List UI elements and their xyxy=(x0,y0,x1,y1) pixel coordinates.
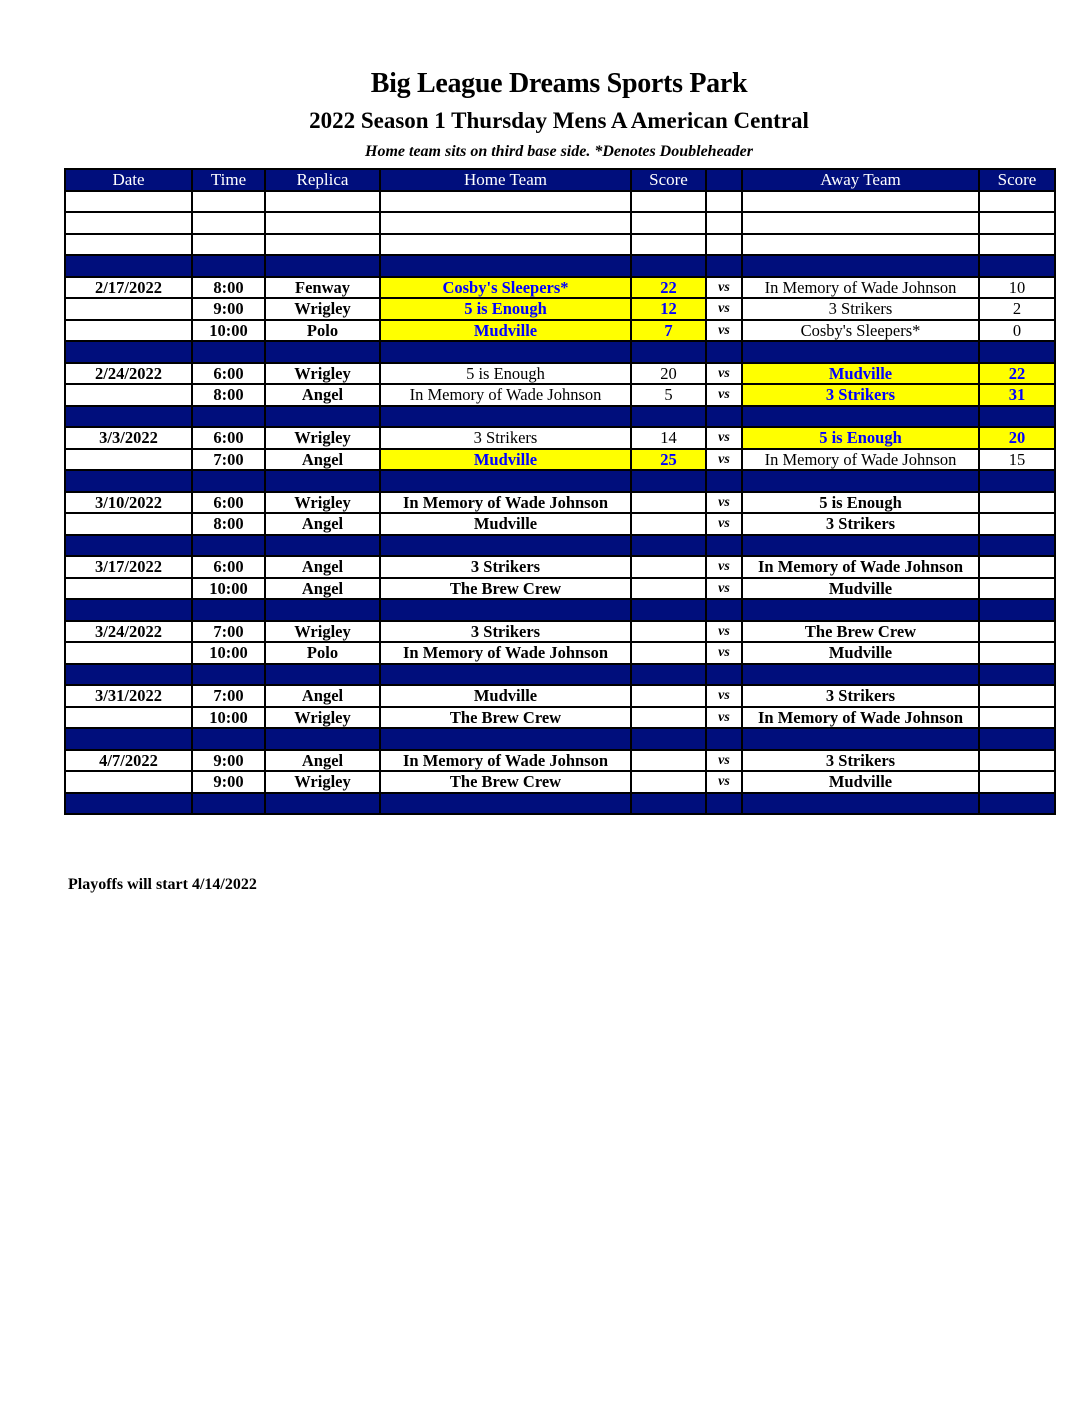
home-team-cell xyxy=(380,470,631,492)
home-team-cell: Cosby's Sleepers* xyxy=(380,277,631,299)
away-team-cell xyxy=(742,599,979,621)
away-team-cell xyxy=(742,664,979,686)
game-row xyxy=(65,556,1055,578)
vs-cell: vs xyxy=(706,578,742,600)
home-score-cell xyxy=(631,341,706,363)
away-team-cell xyxy=(742,406,979,428)
separator-row xyxy=(65,341,1055,363)
away-team-cell: 3 Strikers xyxy=(742,384,979,406)
replica-cell xyxy=(265,535,380,557)
time-cell: 7:00 xyxy=(192,621,265,643)
time-cell: 7:00 xyxy=(192,449,265,471)
home-score-cell xyxy=(631,234,706,256)
separator-row xyxy=(65,470,1055,492)
home-team-cell xyxy=(380,664,631,686)
col-header-away-score: Score xyxy=(979,169,1055,191)
home-score-cell xyxy=(631,685,706,707)
date-cell xyxy=(65,707,192,729)
separator-row xyxy=(65,793,1055,815)
time-cell: 10:00 xyxy=(192,320,265,342)
home-score-cell: 12 xyxy=(631,298,706,320)
home-score-cell xyxy=(631,255,706,277)
home-score-cell: 14 xyxy=(631,427,706,449)
game-row xyxy=(65,707,1055,729)
home-team-cell xyxy=(380,728,631,750)
date-cell: 4/7/2022 xyxy=(65,750,192,772)
away-team-cell xyxy=(742,793,979,815)
replica-cell: Wrigley xyxy=(265,427,380,449)
time-cell xyxy=(192,406,265,428)
vs-cell: vs xyxy=(706,449,742,471)
col-header-time: Time xyxy=(192,169,265,191)
separator-row xyxy=(65,535,1055,557)
replica-cell xyxy=(265,599,380,621)
away-score-cell xyxy=(979,728,1055,750)
date-cell xyxy=(65,298,192,320)
game-row xyxy=(65,771,1055,793)
date-cell xyxy=(65,771,192,793)
separator-row xyxy=(65,406,1055,428)
away-team-cell xyxy=(742,470,979,492)
away-score-cell xyxy=(979,255,1055,277)
away-score-cell xyxy=(979,621,1055,643)
home-score-cell xyxy=(631,728,706,750)
date-cell xyxy=(65,599,192,621)
away-score-cell xyxy=(979,191,1055,213)
vs-cell xyxy=(706,234,742,256)
replica-cell: Fenway xyxy=(265,277,380,299)
replica-cell: Angel xyxy=(265,556,380,578)
home-score-cell xyxy=(631,578,706,600)
time-cell xyxy=(192,341,265,363)
vs-cell: vs xyxy=(706,427,742,449)
time-cell: 10:00 xyxy=(192,707,265,729)
replica-cell: Angel xyxy=(265,449,380,471)
home-score-cell xyxy=(631,406,706,428)
away-team-cell xyxy=(742,191,979,213)
separator-row xyxy=(65,728,1055,750)
date-cell xyxy=(65,513,192,535)
game-row xyxy=(65,492,1055,514)
home-score-cell xyxy=(631,513,706,535)
col-header-vs xyxy=(706,169,742,191)
date-cell xyxy=(65,578,192,600)
away-score-cell xyxy=(979,707,1055,729)
home-score-cell xyxy=(631,771,706,793)
replica-cell xyxy=(265,234,380,256)
date-cell xyxy=(65,320,192,342)
home-score-cell: 20 xyxy=(631,363,706,385)
away-team-cell: In Memory of Wade Johnson xyxy=(742,707,979,729)
home-team-cell xyxy=(380,793,631,815)
replica-cell: Angel xyxy=(265,578,380,600)
time-cell: 7:00 xyxy=(192,685,265,707)
date-cell xyxy=(65,384,192,406)
vs-cell xyxy=(706,599,742,621)
home-team-cell xyxy=(380,406,631,428)
date-cell xyxy=(65,449,192,471)
away-score-cell xyxy=(979,492,1055,514)
date-cell: 2/17/2022 xyxy=(65,277,192,299)
time-cell xyxy=(192,234,265,256)
home-team-cell: Mudville xyxy=(380,513,631,535)
away-score-cell: 31 xyxy=(979,384,1055,406)
time-cell: 10:00 xyxy=(192,642,265,664)
away-score-cell xyxy=(979,234,1055,256)
date-cell xyxy=(65,406,192,428)
time-cell: 9:00 xyxy=(192,771,265,793)
away-score-cell xyxy=(979,556,1055,578)
home-score-cell xyxy=(631,793,706,815)
vs-cell: vs xyxy=(706,642,742,664)
blank-row xyxy=(65,191,1055,213)
home-score-cell: 22 xyxy=(631,277,706,299)
away-score-cell: 20 xyxy=(979,427,1055,449)
date-cell xyxy=(65,470,192,492)
schedule-body xyxy=(65,191,1055,815)
col-header-date: Date xyxy=(65,169,192,191)
home-score-cell xyxy=(631,750,706,772)
away-score-cell xyxy=(979,664,1055,686)
time-cell xyxy=(192,793,265,815)
game-row xyxy=(65,513,1055,535)
vs-cell: vs xyxy=(706,621,742,643)
replica-cell xyxy=(265,406,380,428)
away-team-cell xyxy=(742,341,979,363)
replica-cell xyxy=(265,341,380,363)
vs-cell: vs xyxy=(706,277,742,299)
away-score-cell: 2 xyxy=(979,298,1055,320)
away-score-cell xyxy=(979,212,1055,234)
away-team-cell: Cosby's Sleepers* xyxy=(742,320,979,342)
replica-cell xyxy=(265,191,380,213)
replica-cell xyxy=(265,470,380,492)
game-row xyxy=(65,621,1055,643)
date-cell xyxy=(65,728,192,750)
away-team-cell: 5 is Enough xyxy=(742,427,979,449)
separator-row xyxy=(65,255,1055,277)
replica-cell: Polo xyxy=(265,320,380,342)
home-team-cell: In Memory of Wade Johnson xyxy=(380,750,631,772)
home-score-cell xyxy=(631,599,706,621)
vs-cell xyxy=(706,341,742,363)
vs-cell: vs xyxy=(706,298,742,320)
game-row xyxy=(65,277,1055,299)
playoffs-note: Playoffs will start 4/14/2022 xyxy=(68,876,257,893)
game-row xyxy=(65,578,1055,600)
separator-row xyxy=(65,664,1055,686)
away-team-cell: The Brew Crew xyxy=(742,621,979,643)
col-header-replica: Replica xyxy=(265,169,380,191)
home-team-cell: Mudville xyxy=(380,449,631,471)
away-team-cell: In Memory of Wade Johnson xyxy=(742,449,979,471)
time-cell xyxy=(192,470,265,492)
time-cell: 10:00 xyxy=(192,578,265,600)
vs-cell: vs xyxy=(706,556,742,578)
home-team-cell: 5 is Enough xyxy=(380,298,631,320)
replica-cell xyxy=(265,728,380,750)
separator-row xyxy=(65,599,1055,621)
away-score-cell xyxy=(979,793,1055,815)
date-cell xyxy=(65,535,192,557)
away-score-cell: 0 xyxy=(979,320,1055,342)
away-score-cell xyxy=(979,535,1055,557)
home-team-cell: 3 Strikers xyxy=(380,621,631,643)
time-cell xyxy=(192,191,265,213)
home-score-cell xyxy=(631,621,706,643)
home-team-cell: 5 is Enough xyxy=(380,363,631,385)
game-row xyxy=(65,642,1055,664)
replica-cell: Angel xyxy=(265,685,380,707)
time-cell: 6:00 xyxy=(192,556,265,578)
home-team-cell: In Memory of Wade Johnson xyxy=(380,492,631,514)
away-team-cell: In Memory of Wade Johnson xyxy=(742,556,979,578)
away-team-cell xyxy=(742,212,979,234)
home-team-cell: In Memory of Wade Johnson xyxy=(380,384,631,406)
blank-row xyxy=(65,234,1055,256)
date-cell xyxy=(65,255,192,277)
vs-cell: vs xyxy=(706,707,742,729)
date-cell xyxy=(65,341,192,363)
game-row xyxy=(65,427,1055,449)
vs-cell xyxy=(706,470,742,492)
header-row xyxy=(65,169,1055,191)
time-cell xyxy=(192,728,265,750)
vs-cell: vs xyxy=(706,750,742,772)
date-cell xyxy=(65,212,192,234)
vs-cell xyxy=(706,664,742,686)
vs-cell xyxy=(706,535,742,557)
replica-cell: Wrigley xyxy=(265,363,380,385)
time-cell: 8:00 xyxy=(192,513,265,535)
vs-cell xyxy=(706,793,742,815)
game-row xyxy=(65,750,1055,772)
date-cell: 2/24/2022 xyxy=(65,363,192,385)
time-cell: 8:00 xyxy=(192,384,265,406)
away-score-cell: 15 xyxy=(979,449,1055,471)
home-score-cell xyxy=(631,664,706,686)
date-cell: 3/3/2022 xyxy=(65,427,192,449)
home-team-cell: In Memory of Wade Johnson xyxy=(380,642,631,664)
date-cell: 3/24/2022 xyxy=(65,621,192,643)
away-score-cell: 10 xyxy=(979,277,1055,299)
schedule-note: Home team sits on third base side. *Denotes Doubleheader xyxy=(365,143,753,160)
replica-cell: Wrigley xyxy=(265,492,380,514)
time-cell xyxy=(192,535,265,557)
home-team-cell xyxy=(380,341,631,363)
replica-cell xyxy=(265,255,380,277)
home-team-cell xyxy=(380,599,631,621)
date-cell: 3/31/2022 xyxy=(65,685,192,707)
away-score-cell xyxy=(979,750,1055,772)
home-score-cell xyxy=(631,470,706,492)
vs-cell xyxy=(706,191,742,213)
time-cell: 6:00 xyxy=(192,363,265,385)
away-team-cell: 3 Strikers xyxy=(742,298,979,320)
away-team-cell: In Memory of Wade Johnson xyxy=(742,277,979,299)
away-score-cell: 22 xyxy=(979,363,1055,385)
away-score-cell xyxy=(979,470,1055,492)
home-score-cell: 7 xyxy=(631,320,706,342)
away-team-cell: Mudville xyxy=(742,363,979,385)
replica-cell: Wrigley xyxy=(265,298,380,320)
home-score-cell: 25 xyxy=(631,449,706,471)
time-cell xyxy=(192,664,265,686)
game-row xyxy=(65,320,1055,342)
away-score-cell xyxy=(979,513,1055,535)
home-score-cell xyxy=(631,191,706,213)
blank-row xyxy=(65,212,1055,234)
away-score-cell xyxy=(979,341,1055,363)
away-score-cell xyxy=(979,406,1055,428)
vs-cell: vs xyxy=(706,513,742,535)
vs-cell: vs xyxy=(706,320,742,342)
home-team-cell xyxy=(380,234,631,256)
page-title: Big League Dreams Sports Park xyxy=(370,68,748,99)
schedule-table xyxy=(64,168,1056,815)
away-team-cell xyxy=(742,535,979,557)
away-team-cell xyxy=(742,234,979,256)
home-team-cell: 3 Strikers xyxy=(380,427,631,449)
vs-cell xyxy=(706,406,742,428)
time-cell: 6:00 xyxy=(192,427,265,449)
away-score-cell xyxy=(979,578,1055,600)
away-score-cell xyxy=(979,642,1055,664)
replica-cell: Angel xyxy=(265,384,380,406)
date-cell xyxy=(65,664,192,686)
col-header-away-team: Away Team xyxy=(742,169,979,191)
time-cell xyxy=(192,599,265,621)
time-cell: 6:00 xyxy=(192,492,265,514)
home-score-cell xyxy=(631,535,706,557)
time-cell: 9:00 xyxy=(192,750,265,772)
away-team-cell: Mudville xyxy=(742,578,979,600)
vs-cell: vs xyxy=(706,363,742,385)
away-team-cell: 5 is Enough xyxy=(742,492,979,514)
away-score-cell xyxy=(979,599,1055,621)
home-team-cell: Mudville xyxy=(380,320,631,342)
vs-cell: vs xyxy=(706,685,742,707)
vs-cell: vs xyxy=(706,771,742,793)
home-score-cell: 5 xyxy=(631,384,706,406)
replica-cell: Angel xyxy=(265,513,380,535)
away-team-cell xyxy=(742,728,979,750)
vs-cell xyxy=(706,255,742,277)
home-team-cell: The Brew Crew xyxy=(380,578,631,600)
date-cell: 3/10/2022 xyxy=(65,492,192,514)
replica-cell xyxy=(265,664,380,686)
date-cell: 3/17/2022 xyxy=(65,556,192,578)
replica-cell xyxy=(265,212,380,234)
replica-cell: Angel xyxy=(265,750,380,772)
away-team-cell: Mudville xyxy=(742,771,979,793)
date-cell xyxy=(65,191,192,213)
home-team-cell xyxy=(380,212,631,234)
home-team-cell xyxy=(380,191,631,213)
away-team-cell: 3 Strikers xyxy=(742,685,979,707)
time-cell xyxy=(192,255,265,277)
home-team-cell: The Brew Crew xyxy=(380,771,631,793)
replica-cell: Polo xyxy=(265,642,380,664)
home-team-cell: Mudville xyxy=(380,685,631,707)
home-score-cell xyxy=(631,707,706,729)
replica-cell xyxy=(265,793,380,815)
time-cell xyxy=(192,212,265,234)
home-team-cell xyxy=(380,535,631,557)
time-cell: 8:00 xyxy=(192,277,265,299)
home-score-cell xyxy=(631,212,706,234)
replica-cell: Wrigley xyxy=(265,621,380,643)
vs-cell xyxy=(706,728,742,750)
vs-cell xyxy=(706,212,742,234)
date-cell xyxy=(65,642,192,664)
vs-cell: vs xyxy=(706,384,742,406)
away-team-cell: 3 Strikers xyxy=(742,750,979,772)
date-cell xyxy=(65,234,192,256)
page-subtitle: 2022 Season 1 Thursday Mens A American Central xyxy=(309,108,809,133)
home-team-cell: The Brew Crew xyxy=(380,707,631,729)
away-team-cell: Mudville xyxy=(742,642,979,664)
game-row xyxy=(65,449,1055,471)
col-header-home-team: Home Team xyxy=(380,169,631,191)
time-cell: 9:00 xyxy=(192,298,265,320)
home-score-cell xyxy=(631,492,706,514)
away-team-cell xyxy=(742,255,979,277)
game-row xyxy=(65,298,1055,320)
away-score-cell xyxy=(979,685,1055,707)
replica-cell: Wrigley xyxy=(265,707,380,729)
date-cell xyxy=(65,793,192,815)
game-row xyxy=(65,384,1055,406)
away-score-cell xyxy=(979,771,1055,793)
home-team-cell xyxy=(380,255,631,277)
home-team-cell: 3 Strikers xyxy=(380,556,631,578)
replica-cell: Wrigley xyxy=(265,771,380,793)
game-row xyxy=(65,363,1055,385)
home-score-cell xyxy=(631,556,706,578)
vs-cell: vs xyxy=(706,492,742,514)
game-row xyxy=(65,685,1055,707)
home-score-cell xyxy=(631,642,706,664)
col-header-home-score: Score xyxy=(631,169,706,191)
away-team-cell: 3 Strikers xyxy=(742,513,979,535)
